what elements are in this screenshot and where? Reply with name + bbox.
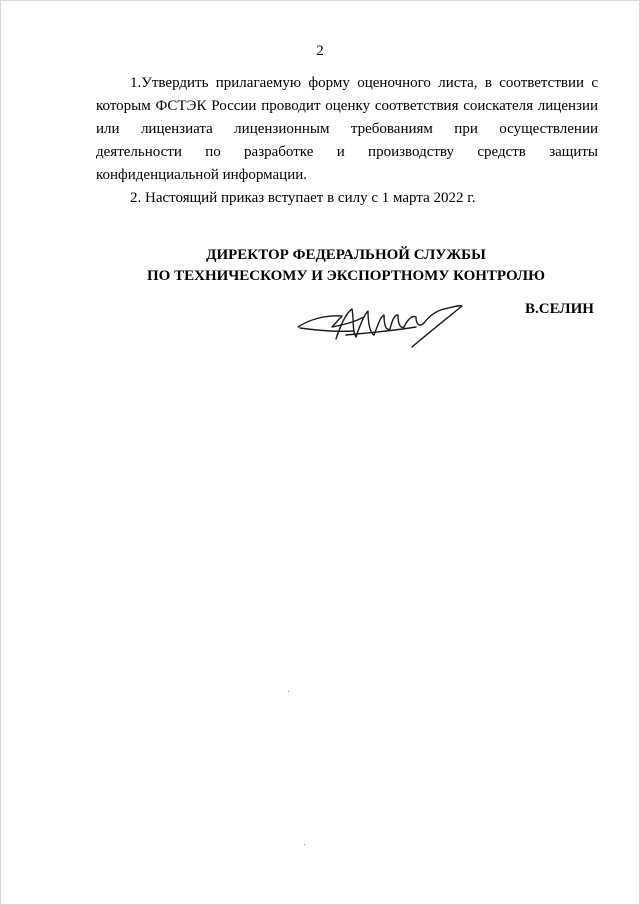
paragraph-approve-form: 1.Утвердить прилагаемую форму оценочного листа, в соответствии с которым ФСТЭК России проводит оценку соответствия соискателя лицензии или лицензиата лицензионным требованиям при осуществлении деятельности по разработке и производству средств защиты конфиденциальной информации. xyxy=(96,75,598,183)
paragraph-effective-date: 2. Настоящий приказ вступает в силу с 1 марта 2022 г. xyxy=(130,190,476,206)
scan-speck xyxy=(304,844,305,845)
handwritten-signature xyxy=(296,297,466,349)
signatory-title xyxy=(97,245,595,287)
signatory-name: В.СЕЛИН xyxy=(525,301,594,317)
order-body xyxy=(96,72,598,210)
page-number: 2 xyxy=(316,43,324,59)
scan-speck xyxy=(288,691,289,692)
signatory-title-line1: ДИРЕКТОР ФЕДЕРАЛЬНОЙ СЛУЖБЫ xyxy=(206,247,486,263)
signatory-title-line2: ПО ТЕХНИЧЕСКОМУ И ЭКСПОРТНОМУ КОНТРОЛЮ xyxy=(147,268,545,284)
